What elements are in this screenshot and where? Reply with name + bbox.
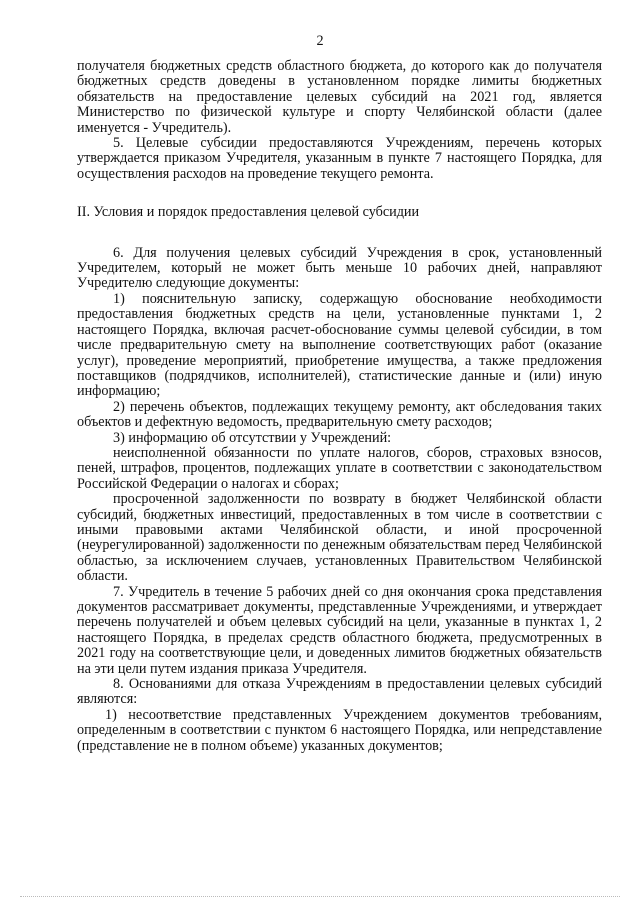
document-body: [77, 59, 602, 754]
paragraph-item-7: 7. Учредитель в течение 5 рабочих дней со дня окончания срока представления документов рассматривает документы, представленные Учреждениями, и утверждает перечень получателей и объем целевых субсидий на цели, указанные в пунктах 1, 2 настоящего Порядка, в пределах средств областного бюджета, предусмотренных в 2021 году на соответствующие цели, и доведенных лимитов бюджетных обязательств на эти цели путем издания приказа Учредителя.: [77, 583, 602, 677]
page-number: 2: [316, 33, 324, 49]
paragraph-continuation: получателя бюджетных средств областного бюджета, до которого как до получателя бюджетных средств доведены в установленном порядке лимиты бюджетных обязательств на предоставление целевых субсидий на 2021 год, является Министерство по физической культуре и спорту Челябинской области (далее именуется - Учредитель).: [77, 58, 602, 136]
paragraph-item-5: 5. Целевые субсидии предоставляются Учреждениям, перечень которых утверждается приказом Учредителя, указанным в пункте 7 настоящего Порядка, для осуществления расходов на проведение текущего ремонта.: [77, 135, 602, 182]
section-heading: II. Условия и порядок предоставления целевой субсидии: [77, 204, 420, 221]
paragraph-item-8: 8. Основаниями для отказа Учреждениям в предоставлении целевых субсидий являются:: [77, 676, 602, 708]
paragraph-subitem-3: 3) информацию об отсутствии у Учреждений:: [113, 429, 392, 446]
paragraph-tax-obligation: неисполненной обязанности по уплате налогов, сборов, страховых взносов, пеней, штрафов, процентов, подлежащих уплате в соответствии с законодательством Российской Федерации о налогах и сборах;: [77, 444, 602, 492]
paragraph-refusal-1: 1) несоответствие представленных Учреждением документов требованиям, определенным в соответствии с пунктом 6 настоящего Порядка, или непредставление (представление не в полном объеме) указанных документов;: [77, 706, 602, 754]
paragraph-item-6: 6. Для получения целевых субсидий Учреждения в срок, установленный Учредителем, который не может быть меньше 10 рабочих дней, направляют Учредителю следующие документы:: [77, 244, 602, 292]
scan-edge-line: [20, 896, 620, 897]
paragraph-subitem-2: 2) перечень объектов, подлежащих текущему ремонту, акт обследования таких объектов и дефектную ведомость, предварительную смету расходов;: [77, 398, 602, 431]
paragraph-subitem-1: 1) пояснительную записку, содержащую обоснование необходимости предоставления бюджетных средств на цели, установленные пунктами 1, 2 настоящего Порядка, включая расчет-обоснование суммы целевой субсидии, в том числе предварительную смету на выполнение соответствующих работ (оказание услуг), проведение мероприятий, приобретение имущества, а также предложения поставщиков (подрядчиков, исполнителей), статистические данные и (или) иную информацию;: [77, 290, 602, 400]
paragraph-overdue-debt: просроченной задолженности по возврату в бюджет Челябинской области субсидий, бюджетных инвестиций, предоставленных в том числе в соответствии с иными правовыми актами Челябинской области, и иной просроченной (неурегулированной) задолженности по денежным обязательствам перед Челябинской областью, за исключением случаев, установленных Правительством Челябинской области.: [77, 491, 602, 585]
